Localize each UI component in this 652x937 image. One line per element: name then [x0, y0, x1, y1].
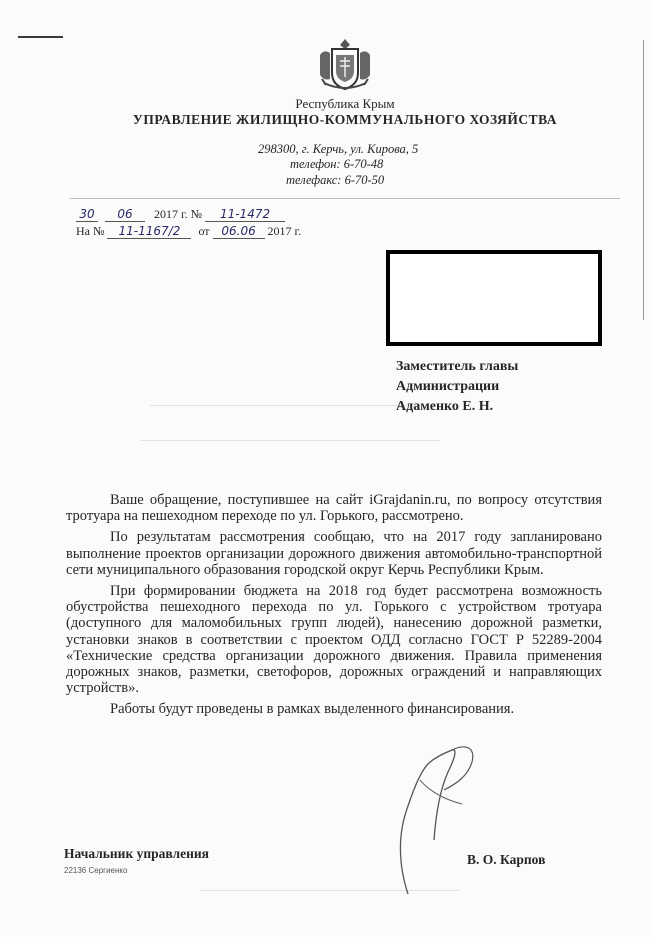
- body-paragraph: Ваше обращение, поступившее на сайт iGrajdanin.ru, по вопросу отсутствия тротуара на пешеходном переходе по ул. Горького, рассмотрено.: [66, 492, 602, 525]
- ref-number: 11-1167/2: [107, 224, 191, 239]
- signatory-name: В. О. Карпов: [467, 852, 546, 867]
- redacted-recipient-box: [386, 250, 602, 346]
- addressee-position: Заместитель главы: [396, 359, 519, 374]
- outgoing-registration: [76, 207, 285, 222]
- ref-prefix: На №: [76, 224, 105, 238]
- republic-name: Республика Крым: [295, 96, 395, 111]
- signatory-role: Начальник управления: [64, 846, 209, 861]
- ref-from-label: от: [198, 224, 210, 238]
- executor-note: 22136 Сергиенко: [64, 866, 128, 875]
- letter-body: [66, 492, 602, 723]
- body-paragraph: При формировании бюджета на 2018 год будет рассмотрена возможность обустройства пешеходного перехода по ул. Горького с устройством тротуара (доступного для маломобильных групп людей), нанесению дорожной разметки, установки знаков в соответствии с проектом ОДД согласно ГОСТ Р 52289-2004 «Технические средства организации дорожного движения. Правила применения дорожных знаков, разметки, светофоров, дорожных ограждений и направляющих устройств».: [66, 583, 602, 697]
- reg-date-month: 06: [105, 207, 145, 222]
- organization-phone: телефон: 6-70-48: [290, 157, 384, 171]
- addressee-block: [396, 357, 518, 417]
- ref-date: 06.06: [213, 224, 265, 239]
- bleed-through-line: [140, 440, 440, 441]
- scan-edge-line: [643, 40, 644, 320]
- handwritten-signature: [360, 720, 560, 900]
- reg-year: 2017 г.: [154, 207, 188, 221]
- header-divider: [70, 198, 620, 199]
- addressee-name: Адаменко Е. Н.: [396, 399, 494, 414]
- coat-of-arms-icon: [314, 35, 376, 93]
- organization-name: УПРАВЛЕНИЕ ЖИЛИЩНО-КОММУНАЛЬНОГО ХОЗЯЙСТВА: [132, 112, 558, 127]
- organization-address: 298300, г. Керчь, ул. Кирова, 5: [258, 142, 419, 156]
- organization-fax: телефакс: 6-70-50: [286, 173, 385, 187]
- bleed-through-line: [150, 405, 410, 406]
- reg-date-day: 30: [76, 207, 98, 222]
- reg-number: 11-1472: [205, 207, 285, 222]
- addressee-organization: Администрации: [396, 379, 500, 394]
- reg-number-label: №: [190, 207, 203, 221]
- ref-year: 2017 г.: [267, 224, 302, 238]
- incoming-reference: [76, 224, 301, 239]
- scan-corner-mark: [18, 36, 63, 38]
- body-paragraph: По результатам рассмотрения сообщаю, что на 2017 году запланировано выполнение проектов организации дорожного движения автомобильно-транспортной сети муниципального образования городской округ Керчь Республики Крым.: [66, 529, 602, 578]
- body-paragraph: Работы будут проведены в рамках выделенного финансирования.: [110, 701, 515, 718]
